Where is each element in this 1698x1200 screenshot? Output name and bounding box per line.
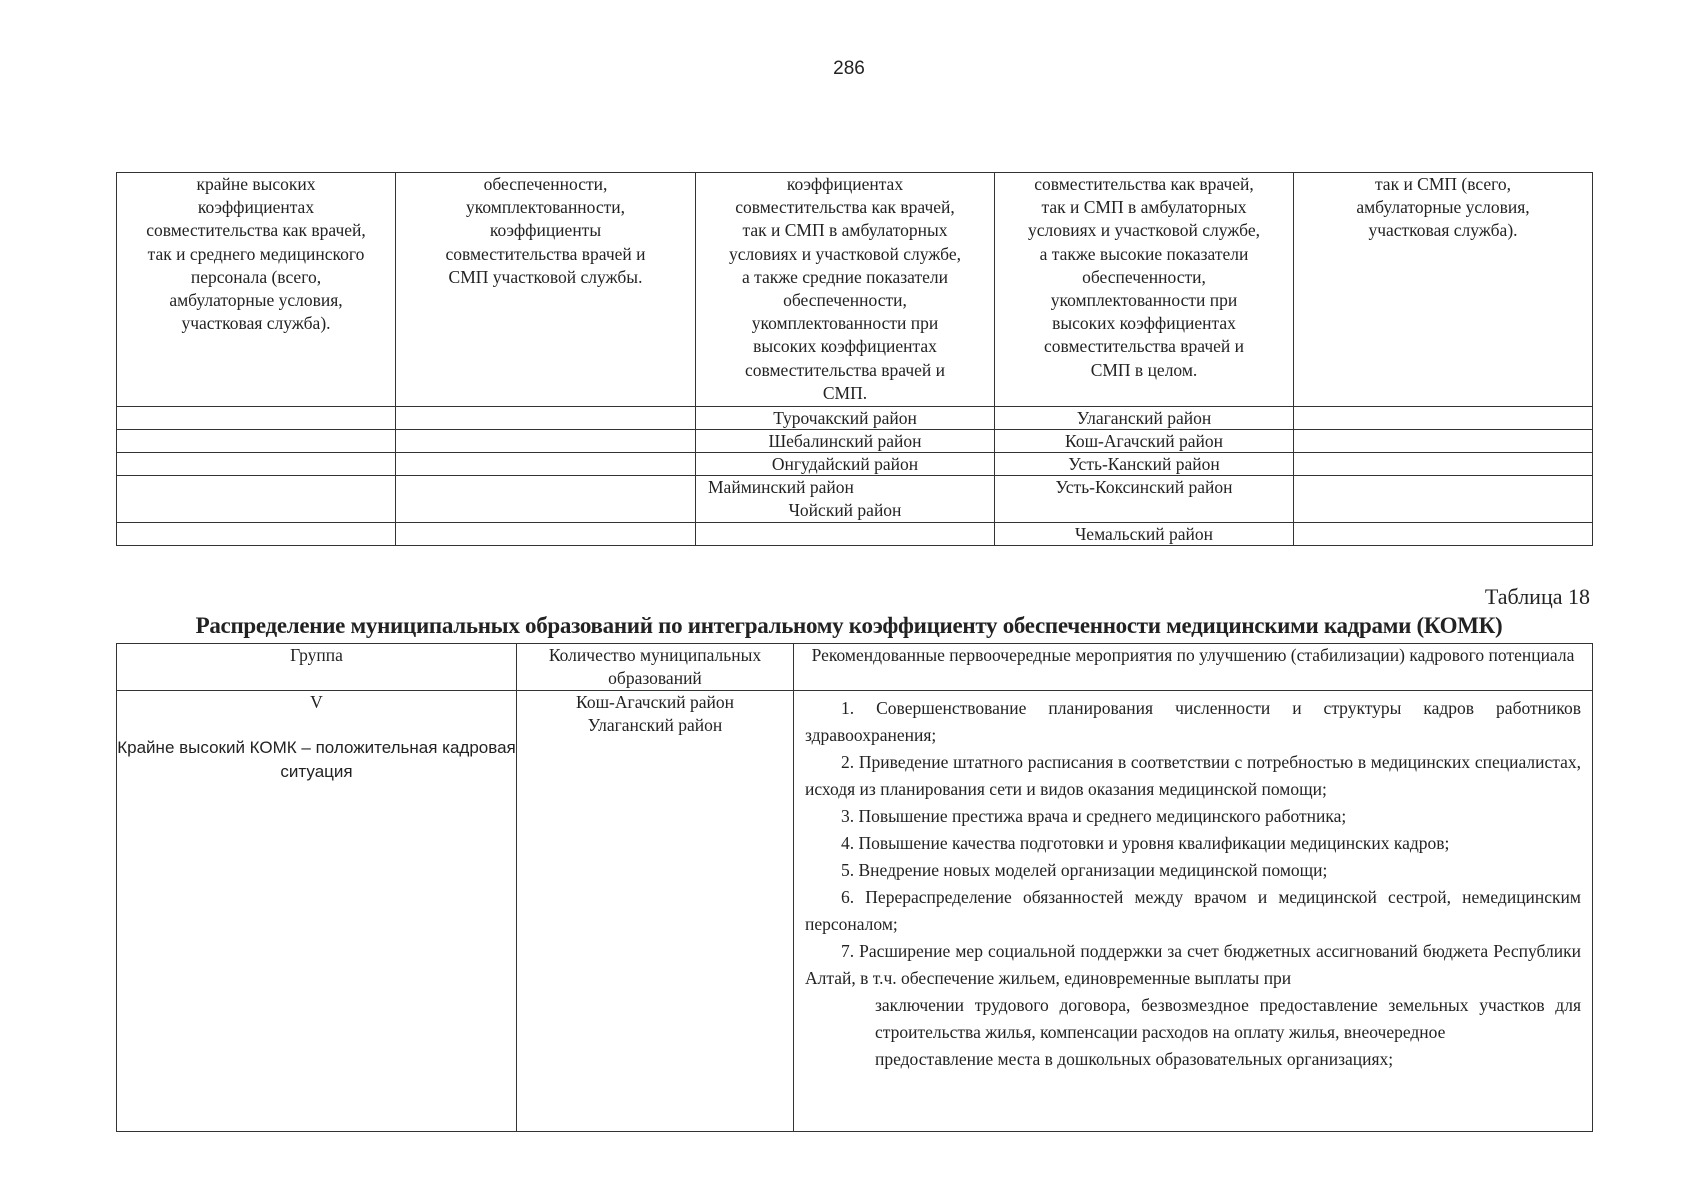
group-roman: V bbox=[310, 692, 323, 712]
measure-item: 2. Приведение штатного расписания в соответствии с потребностью в медицинских специалистах, исходя из планирования сети и видов оказания медицинской помощи; bbox=[805, 752, 1581, 799]
desc-cell-2: обеспеченности, укомплектованности, коэффициенты совместительства врачей и СМП участковой службы. bbox=[396, 173, 696, 407]
district-cell: Майминский район Чойский район bbox=[696, 476, 995, 523]
measure-item-cont: предоставление места в дошкольных образовательных организациях; bbox=[875, 1049, 1394, 1069]
table-row bbox=[117, 476, 1593, 523]
group-description: Крайне высокий КОМК – положительная кадровая ситуация bbox=[117, 738, 516, 781]
header-group: Группа bbox=[117, 644, 517, 691]
table-row bbox=[117, 407, 1593, 430]
district-cell: Турочакский район bbox=[696, 407, 995, 430]
page-number: 286 bbox=[833, 58, 865, 79]
desc-cell-4: совместительства как врачей, так и СМП в амбулаторных условиях и участковой службе, а также высокие показатели обеспеченности, укомплектованности при высоких коэффициентах совместительства врачей и СМП в целом. bbox=[995, 173, 1294, 407]
table-row bbox=[117, 430, 1593, 453]
header-measures: Рекомендованные первоочередные мероприятия по улучшению (стабилизации) кадрового потенциала bbox=[794, 644, 1593, 691]
measures-cell bbox=[794, 691, 1593, 1132]
table-row bbox=[117, 173, 1593, 407]
district-item: Кош-Агачский район bbox=[576, 692, 734, 712]
measure-item: 5. Внедрение новых моделей организации медицинской помощи; bbox=[841, 860, 1328, 880]
group-cell bbox=[117, 691, 517, 1132]
district-cell: Онгудайский район bbox=[696, 453, 995, 476]
district-cell: Усть-Канский район bbox=[995, 453, 1294, 476]
desc-cell-1: крайне высоких коэффициентах совместительства как врачей, так и среднего медицинского персонала (всего, амбулаторные условия, участковая служба). bbox=[117, 173, 396, 407]
district-cell: Улаганский район bbox=[995, 407, 1294, 430]
district-cell: Кош-Агачский район bbox=[995, 430, 1294, 453]
district-cell: Чемальский район bbox=[995, 523, 1294, 546]
measure-item: 7. Расширение мер социальной поддержки за счет бюджетных ассигнований бюджета Республики Алтай, в т.ч. обеспечение жильем, единовременные выплаты при bbox=[805, 941, 1581, 988]
header-count: Количество муниципальных образований bbox=[517, 644, 794, 691]
desc-cell-5: так и СМП (всего, амбулаторные условия, участковая служба). bbox=[1294, 173, 1593, 407]
district-cell: Усть-Коксинский район bbox=[995, 476, 1294, 523]
table-row bbox=[117, 523, 1593, 546]
districts-cell bbox=[517, 691, 794, 1132]
measure-item: 6. Перераспределение обязанностей между врачом и медицинской сестрой, немедицинским персоналом; bbox=[805, 887, 1581, 934]
district-cell: Шебалинский район bbox=[696, 430, 995, 453]
measure-item-cont: заключении трудового договора, безвозмездное предоставление земельных участков для строительства жилья, компенсации расходов на оплату жилья, внеочередное bbox=[875, 995, 1581, 1042]
measure-item: 4. Повышение качества подготовки и уровня квалификации медицинских кадров; bbox=[841, 833, 1450, 853]
table-row bbox=[117, 453, 1593, 476]
table-18 bbox=[116, 643, 1593, 1132]
table-row bbox=[117, 691, 1593, 1132]
table-number: Таблица 18 bbox=[1484, 584, 1590, 609]
district-item: Улаганский район bbox=[587, 715, 723, 735]
header-row bbox=[117, 644, 1593, 691]
measure-item: 3. Повышение престижа врача и среднего медицинского работника; bbox=[841, 806, 1347, 826]
desc-cell-3: коэффициентах совместительства как врачей, так и СМП в амбулаторных условиях и участковой службе, а также средние показатели обеспеченности, укомплектованности при высоких коэффициентах совместительства врачей и СМП. bbox=[696, 173, 995, 407]
table-title: Распределение муниципальных образований по интегральному коэффициенту обеспеченности медицинскими кадрами (КОМК) bbox=[195, 613, 1503, 638]
top-table bbox=[116, 172, 1593, 546]
measure-item: 1. Совершенствование планирования численности и структуры кадров работников здравоохранения; bbox=[805, 698, 1581, 745]
